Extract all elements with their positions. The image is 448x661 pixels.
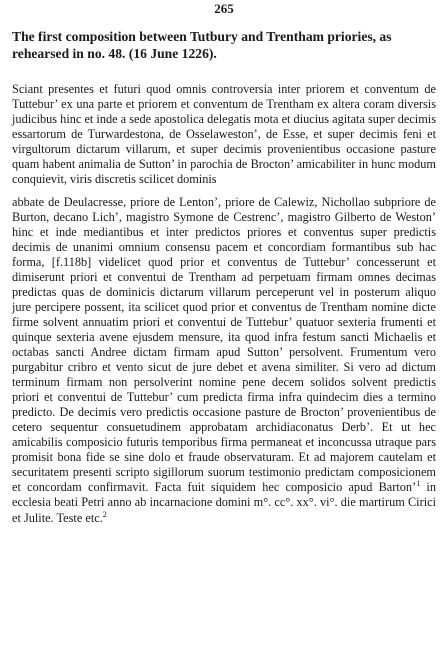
- footnote-marker-1: 1: [416, 479, 421, 489]
- paragraph-2-text: abbate de Deulacresse, priore de Lenton’, priore de Calewiz, Nichollao subpriore de Burton, decano Lich’, magistro Symone de Cestrenc’, magistro Gilberto de Weston’ hinc et inde mediantibus et inter predictos priores et conventus super predictis decimis de unanimi omnium consensu pacem et concordiam formantibus sub hac forma, [f.118b] videlicet quod prior et conventus de Tuttebur’ concesserunt et dimiserunt priori et conventui de Trentham ad perpetuam firmam omnes decimas predictas quas de dominicis dictarum villarum perceperunt vel in posterum aliquo jure percipere possent, ita scilicet quod prior et conventus de Trentham nomine dicte firme solvent annuatim priori et conventui de Tuttebur’ quatuor sexteria frumenti et quinque sexteria avene ejusdem mensure, ita quod infra festum sancti Michaelis et octabas sancti Andree dictam firmam apud Sutton’ persolvent. Frumentum vero purgabitur cribro et vento sicut de jure debet et avena similiter. Si vero ad dictum terminum firmam non persolverint nomine pene decem solidos solvent predictis priori et conventui de Tuttebur’ cum predicta firma infra quindecim dies a termino predicto. De decimis vero predictis occasione pasture de Brocton’ provenientibus de cetero sequentur consuetudinem approbatam archidiaconatus Derb’. Et ut hec amicabilis composicio futuris temporibus firma permaneat et inconcussa utraque pars promisit bona fide se sine dolo et fraude observaturam. Et ad majorem cautelam et securitatem presenti scripto sigillorum suorum testimonio predictam composicionem et concordam confirmavit. Facta fuit siquidem hec composicio apud Barton’: [12, 194, 436, 495]
- paragraph-2-tail: in ecclesia beati Petri anno ab incarnacione domini m°. cc°. xx°. vi°. die martirum Cirici et Julite. Teste etc.: [12, 480, 436, 525]
- page-number: 265: [214, 1, 234, 16]
- paragraph-1: Sciant presentes et futuri quod omnis controversia inter priorem et conventum de Tuttebur’ ex una parte et priorem et conventum de Trentham ex altera coram diversis judicibus hinc et inde a sede apostolica delegatis mota et diucius agitata super decimis essartorum de Turwardestona, de Osselaweston’, de Esse, et super decimis feni et virgultorum dictarum villarum, et super decimis provenientibus occasione pasture quam habent animalia de Sutton’ in parochia de Brocton’ amicabiliter in hunc modum conquievit, viris discretis scilicet dominis: [12, 82, 436, 187]
- document-heading: The first composition between Tutbury and Trentham priories, as rehearsed in no. 48. (16 June 1226).: [12, 29, 392, 61]
- paragraph-2: [12, 195, 436, 526]
- footnote-marker-2: 2: [102, 509, 107, 519]
